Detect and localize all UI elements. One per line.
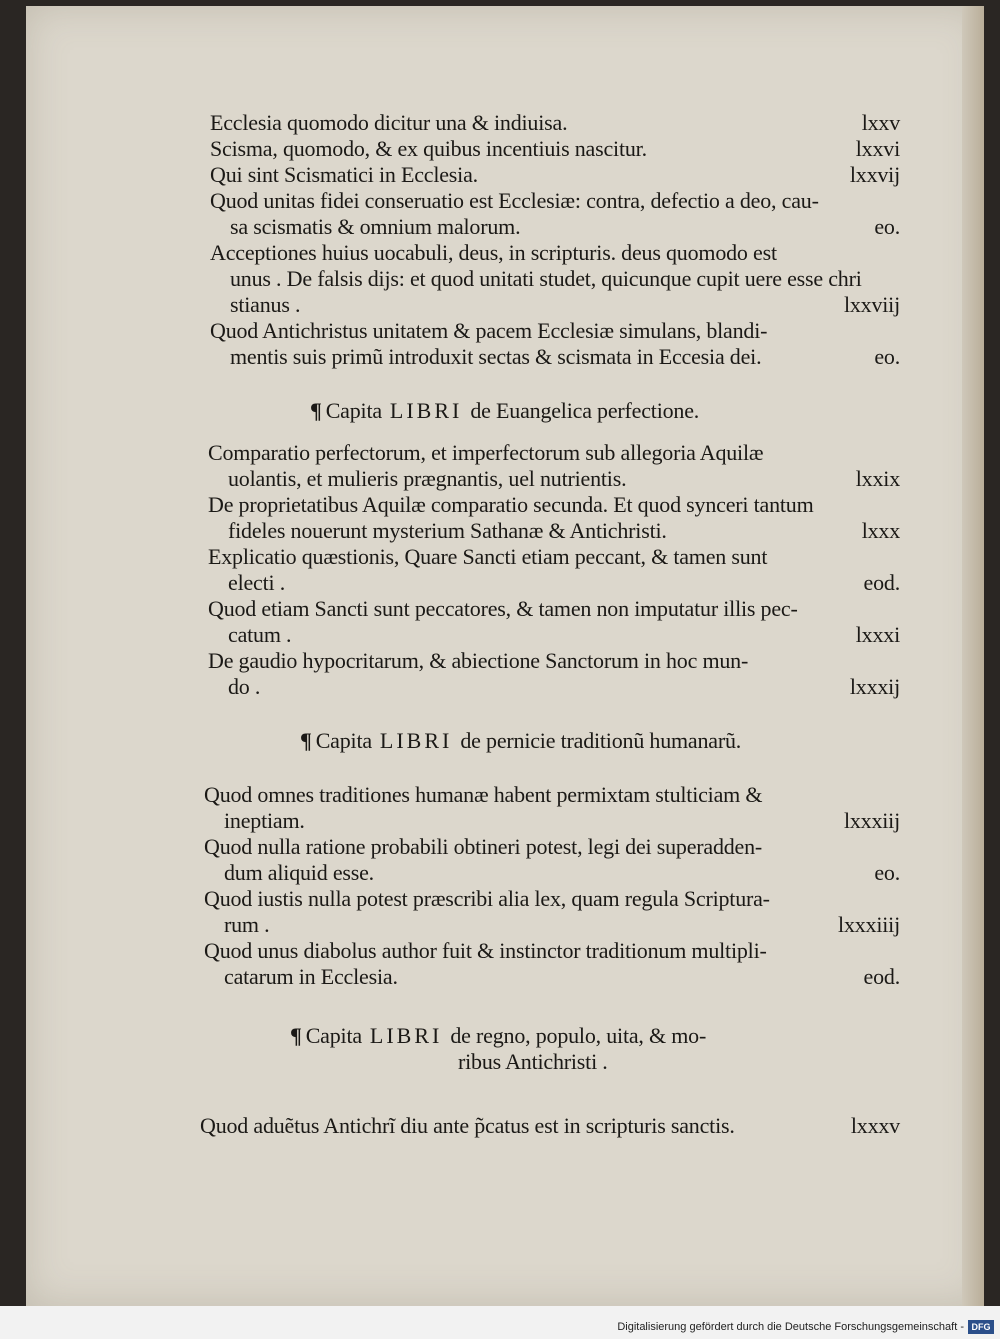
entry-text: Comparatio perfectorum, et imperfectorum sub allegoria Aquilæ bbox=[208, 440, 764, 465]
heading-title: de regno, populo, uita, & mo- bbox=[450, 1023, 707, 1048]
entry-text: Quod iustis nulla potest præscribi alia lex, quam regula Scriptura- bbox=[204, 886, 770, 911]
toc-line bbox=[0, 622, 1000, 648]
toc-entry bbox=[0, 596, 1000, 648]
folio-number: lxxxv bbox=[850, 1113, 900, 1138]
entry-text: stianus . bbox=[230, 292, 301, 317]
toc-line bbox=[0, 344, 1000, 370]
toc-entry bbox=[0, 886, 1000, 938]
toc-entry bbox=[0, 110, 1000, 136]
toc-line bbox=[0, 136, 1000, 162]
toc-line bbox=[0, 1113, 1000, 1139]
entry-text: Ecclesia quomodo dicitur una & indiuisa. bbox=[210, 110, 568, 135]
folio-number: lxxv bbox=[861, 110, 900, 135]
toc-line bbox=[0, 544, 1000, 570]
toc-entry bbox=[0, 162, 1000, 188]
toc-line bbox=[0, 440, 1000, 466]
folio-number: lxxx bbox=[861, 518, 900, 543]
dfg-logo: DFG bbox=[968, 1320, 994, 1334]
toc-entry bbox=[0, 492, 1000, 544]
toc-line bbox=[0, 860, 1000, 886]
entry-text: Explicatio quæstionis, Quare Sancti etiam peccant, & tamen sunt bbox=[208, 544, 768, 569]
pilcrow-mark: ¶ bbox=[310, 398, 322, 423]
toc-line bbox=[0, 266, 1000, 292]
folio-number: lxxix bbox=[855, 466, 900, 491]
toc-line bbox=[0, 648, 1000, 674]
heading-capita: Capita bbox=[325, 398, 382, 423]
toc-line bbox=[0, 318, 1000, 344]
toc-entry bbox=[0, 240, 1000, 318]
toc-line bbox=[0, 782, 1000, 808]
section-heading bbox=[290, 1023, 706, 1049]
entry-text: Quod Antichristus unitatem & pacem Ecclesiæ simulans, blandi- bbox=[210, 318, 768, 343]
entry-text: De proprietatibus Aquilæ comparatio secunda. Et quod synceri tantum bbox=[208, 492, 814, 517]
entry-text: electi . bbox=[228, 570, 286, 595]
toc-line bbox=[0, 110, 1000, 136]
folio-number: lxxvij bbox=[849, 162, 900, 187]
toc-line bbox=[0, 964, 1000, 990]
entry-text: mentis suis primũ introduxit sectas & scismata in Eccesia dei. bbox=[230, 344, 762, 369]
section-heading bbox=[300, 728, 741, 754]
pilcrow-mark: ¶ bbox=[300, 728, 312, 753]
heading-title: de Euangelica perfectione. bbox=[470, 398, 700, 423]
toc-entry bbox=[0, 544, 1000, 596]
entry-text: fideles nouerunt mysterium Sathanæ & Antichristi. bbox=[228, 518, 667, 543]
entry-text: uolantis, et mulieris prægnantis, uel nutrientis. bbox=[228, 466, 627, 491]
heading-title: de pernicie traditionũ humanarũ. bbox=[460, 728, 742, 753]
folio-number: eod. bbox=[863, 570, 900, 595]
toc-line bbox=[0, 518, 1000, 544]
toc-line bbox=[0, 292, 1000, 318]
heading-libri: LIBRI bbox=[369, 1023, 443, 1048]
folio-number: eo. bbox=[874, 860, 900, 885]
entry-text: De gaudio hypocritarum, & abiectione Sanctorum in hoc mun- bbox=[208, 648, 749, 673]
toc-entry bbox=[0, 440, 1000, 492]
entry-text: Quod unus diabolus author fuit & instinctor traditionum multipli- bbox=[204, 938, 767, 963]
toc-line bbox=[0, 808, 1000, 834]
entry-text: rum . bbox=[224, 912, 270, 937]
folio-number: eo. bbox=[874, 344, 900, 369]
toc-entry bbox=[0, 648, 1000, 700]
toc-entry bbox=[0, 188, 1000, 240]
folio-number: lxxxiiij bbox=[838, 912, 900, 937]
entry-text: Qui sint Scismatici in Ecclesia. bbox=[210, 162, 478, 187]
entry-text: unus . De falsis dijs: et quod unitati studet, quicunque cupit uere esse chri bbox=[230, 266, 862, 291]
toc-line bbox=[0, 570, 1000, 596]
entry-text: Quod omnes traditiones humanæ habent permixtam stulticiam & bbox=[204, 782, 763, 807]
toc-line bbox=[0, 912, 1000, 938]
pilcrow-mark: ¶ bbox=[290, 1023, 302, 1048]
toc-line bbox=[0, 214, 1000, 240]
toc-line bbox=[0, 162, 1000, 188]
entry-text: catum . bbox=[228, 622, 292, 647]
section-heading bbox=[310, 398, 699, 424]
heading-libri: LIBRI bbox=[389, 398, 463, 423]
footer-bar bbox=[0, 1306, 1000, 1339]
folio-number: eod. bbox=[863, 964, 900, 989]
entry-text: catarum in Ecclesia. bbox=[224, 964, 398, 989]
toc-entry bbox=[0, 834, 1000, 886]
toc-line bbox=[0, 886, 1000, 912]
toc-line bbox=[0, 834, 1000, 860]
toc-entry bbox=[0, 938, 1000, 990]
folio-number: lxxvi bbox=[855, 136, 900, 161]
folio-number: lxxviij bbox=[843, 292, 900, 317]
toc-line bbox=[0, 188, 1000, 214]
heading-capita: Capita bbox=[315, 728, 372, 753]
toc-entry bbox=[0, 318, 1000, 370]
toc-line bbox=[0, 596, 1000, 622]
entry-text: Acceptiones huius uocabuli, deus, in scripturis. deus quomodo est bbox=[210, 240, 777, 265]
toc-entry bbox=[0, 1113, 1000, 1139]
entry-text: Quod etiam Sancti sunt peccatores, & tamen non imputatur illis pec- bbox=[208, 596, 798, 621]
entry-text: do . bbox=[228, 674, 261, 699]
entry-text: Scisma, quomodo, & ex quibus incentiuis nascitur. bbox=[210, 136, 647, 161]
heading-capita: Capita bbox=[305, 1023, 362, 1048]
toc-entry bbox=[0, 136, 1000, 162]
toc-line bbox=[0, 674, 1000, 700]
folio-number: eo. bbox=[874, 214, 900, 239]
heading-title-continued: ribus Antichristi . bbox=[458, 1049, 608, 1074]
entry-text: Quod nulla ratione probabili obtineri potest, legi dei superadden- bbox=[204, 834, 763, 859]
toc-line bbox=[0, 240, 1000, 266]
folio-number: lxxxij bbox=[849, 674, 900, 699]
footer-credit: Digitalisierung gefördert durch die Deutsche Forschungsgemeinschaft - bbox=[617, 1321, 964, 1333]
toc-line bbox=[0, 492, 1000, 518]
toc-entry bbox=[0, 782, 1000, 834]
toc-line bbox=[0, 938, 1000, 964]
heading-libri: LIBRI bbox=[379, 728, 453, 753]
entry-text: Quod unitas fidei conseruatio est Ecclesiæ: contra, defectio a deo, cau- bbox=[210, 188, 819, 213]
toc-line bbox=[0, 466, 1000, 492]
entry-text: ineptiam. bbox=[224, 808, 305, 833]
folio-number: lxxxiij bbox=[843, 808, 900, 833]
entry-text: sa scismatis & omnium malorum. bbox=[230, 214, 521, 239]
folio-number: lxxxi bbox=[855, 622, 900, 647]
entry-text: Quod aduẽtus Antichrĩ diu ante p̃catus est in scripturis sanctis. bbox=[200, 1113, 735, 1138]
entry-text: dum aliquid esse. bbox=[224, 860, 374, 885]
